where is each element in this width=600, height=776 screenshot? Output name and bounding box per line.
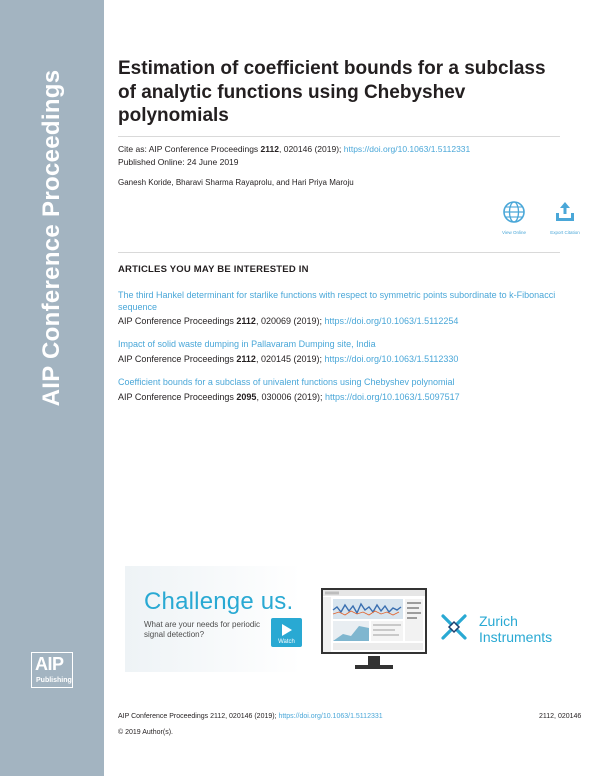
cite-prefix: Cite as: AIP Conference Proceedings	[118, 144, 261, 154]
ad-watch-label: Watch	[278, 639, 295, 645]
view-online-button[interactable]	[490, 200, 538, 240]
related-article-title[interactable]: Impact of solid waste dumping in Pallavaram Dumping site, India	[118, 339, 376, 349]
logo-sub: Publishing	[36, 677, 72, 684]
logo-mark: AIP	[35, 654, 64, 674]
journal-name: AIP Conference Proceedings	[38, 69, 65, 407]
related-article	[118, 377, 558, 403]
article-pages: , 030006 (2019);	[256, 391, 325, 402]
ad-tagline: What are your needs for periodic signal detection?	[144, 620, 261, 639]
citation-line	[118, 144, 470, 154]
ad-headline: Challenge us.	[144, 588, 294, 615]
cite-doi-link[interactable]: https://doi.org/10.1063/1.5112331	[343, 144, 471, 154]
related-article	[118, 290, 558, 327]
authors: Ganesh Koride, Bharavi Sharma Rayaprolu, and Hari Priya Maroju	[118, 178, 354, 187]
ad-brand-line-1: Zurich	[479, 613, 518, 629]
export-citation-label: Export Citation	[550, 230, 580, 235]
cite-suffix: , 020146 (2019);	[279, 144, 344, 154]
ad-monitor-base	[355, 665, 393, 669]
ad-monitor-image	[321, 588, 427, 654]
view-online-label: View Online	[502, 230, 526, 235]
published-date: Published Online: 24 June 2019	[118, 157, 239, 167]
export-icon	[553, 200, 577, 224]
ad-screen-graphic	[323, 590, 425, 652]
ad-watch-button[interactable]	[271, 618, 302, 647]
article-volume: 2112	[236, 316, 256, 326]
journal-sidebar	[0, 0, 104, 776]
play-icon	[282, 624, 292, 636]
aip-publishing-logo[interactable]	[31, 652, 73, 688]
divider	[118, 136, 560, 137]
ad-brand-line-2: Instruments	[479, 629, 553, 645]
article-volume: 2112	[236, 353, 256, 364]
divider	[118, 252, 560, 253]
footer-reference-text: AIP Conference Proceedings 2112, 020146 (2019);	[118, 713, 279, 720]
related-article	[118, 339, 558, 365]
related-article-reference	[118, 391, 558, 403]
article-volume: 2095	[236, 391, 257, 402]
ad-brand-name	[479, 613, 552, 645]
cite-volume: 2112	[260, 144, 279, 154]
article-doi-link[interactable]: https://doi.org/10.1063/1.5112254	[324, 316, 459, 326]
article-pages: , 020069 (2019);	[255, 316, 325, 326]
footer-reference	[118, 713, 383, 720]
article-journal: AIP Conference Proceedings	[118, 391, 237, 402]
paper-title: Estimation of coefficient bounds for a subclass of analytic functions using Chebyshev polynomials	[118, 58, 546, 126]
footer-doi-link[interactable]: https://doi.org/10.1063/1.5112331	[278, 713, 383, 720]
related-article-reference	[118, 315, 558, 327]
footer-page-number: 2112, 020146	[539, 713, 582, 720]
advertisement-banner[interactable]	[125, 566, 565, 672]
article-pages: , 020145 (2019);	[255, 353, 325, 364]
zurich-instruments-logo-icon	[439, 612, 469, 642]
globe-icon	[502, 200, 526, 224]
related-article-title[interactable]: Coefficient bounds for a subclass of univalent functions using Chebyshev polynomial	[118, 377, 455, 387]
related-article-title[interactable]: The third Hankel determinant for starlike functions with respect to symmetric points subordinate to k-Fibonacci sequence	[118, 290, 556, 312]
article-journal: AIP Conference Proceedings	[118, 353, 237, 364]
article-doi-link[interactable]: https://doi.org/10.1063/1.5112330	[324, 353, 459, 364]
related-article-reference	[118, 353, 558, 365]
related-articles-heading: ARTICLES YOU MAY BE INTERESTED IN	[118, 264, 309, 275]
article-journal: AIP Conference Proceedings	[118, 316, 237, 326]
export-citation-button[interactable]	[541, 200, 589, 240]
copyright: © 2019 Author(s).	[118, 729, 173, 736]
article-doi-link[interactable]: https://doi.org/10.1063/1.5097517	[325, 391, 460, 402]
